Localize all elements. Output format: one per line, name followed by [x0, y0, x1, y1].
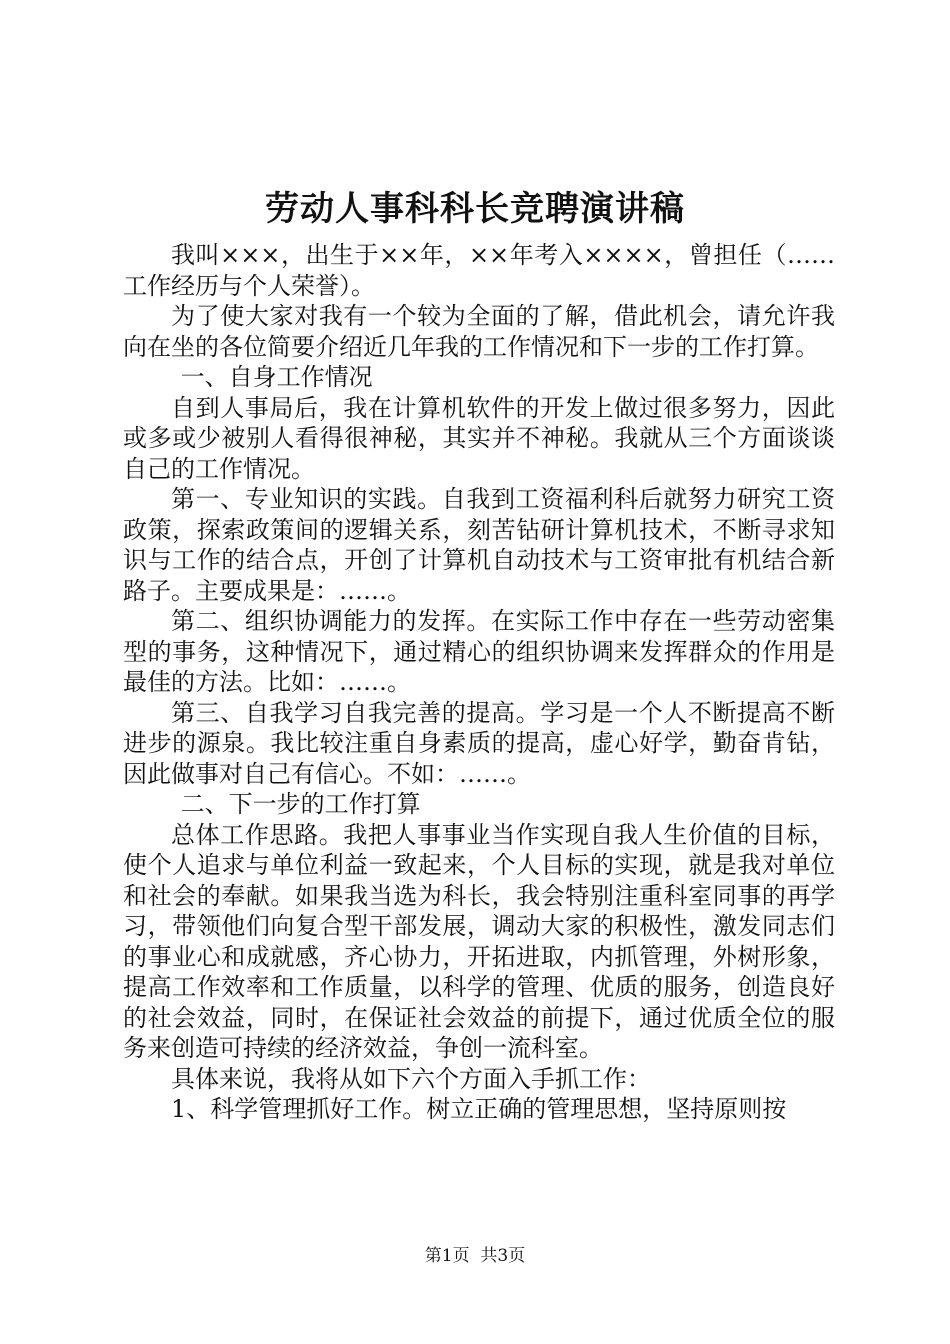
paragraph-point-three: 第三、自我学习自我完善的提高。学习是一个人不断提高不断进步的源泉。我比较注重自身素质的提高，虚心好学，勤奋肯钻，因此做事对自己有信心。不如：……。 [123, 698, 835, 788]
paragraph-item-one: 1、科学管理抓好工作。树立正确的管理思想，坚持原则按 [171, 1095, 787, 1123]
page-number-label: 第1页 共3页 [424, 1246, 526, 1266]
paragraph-specifics: 具体来说，我将从如下六个方面入手抓工作： [171, 1064, 651, 1093]
paragraph-purpose: 为了使大家对我有一个较为全面的了解，借此机会，请允许我向在坐的各位简要介绍近几年我的工作情况和下一步的工作打算。 [123, 302, 835, 361]
section-heading-next-plan: 二、下一步的工作打算 [180, 790, 421, 818]
paragraph-point-one: 第一、专业知识的实践。自我到工资福利科后就努力研究工资政策，探索政策间的逻辑关系，刻苦钻研计算机技术，不断寻求知识与工作的结合点，开创了计算机自动技术与工资审批有机结合新路子。主要成果是：……。 [123, 485, 835, 605]
document-body [123, 240, 835, 1125]
paragraph-overall-thinking: 总体工作思路。我把人事事业当作实现自我人生价值的目标，使个人追求与单位利益一致起来，个人目标的实现，就是我对单位和社会的奉献。如果我当选为科长，我会特别注重科室同事的再学习，带领他们向复合型干部发展，调动大家的积极性，激发同志们的事业心和成就感，齐心协力，开拓进取，内抓管理，外树形象，提高工作效率和工作质量，以科学的管理、优质的服务，创造良好的社会效益，同时，在保证社会效益的前提下，通过优质全位的服务来创造可持续的经济效益，争创一流科室。 [123, 820, 835, 1062]
paragraph-point-two: 第二、组织协调能力的发挥。在实际工作中存在一些劳动密集型的事务，这种情况下，通过精心的组织协调来发挥群众的作用是最佳的方法。比如：……。 [123, 607, 835, 696]
paragraph-software: 自到人事局后，我在计算机软件的开发上做过很多努力，因此或多或少被别人看得很神秘，其实并不神秘。我就从三个方面谈谈自己的工作情况。 [123, 393, 835, 483]
section-heading-self-work: 一、自身工作情况 [180, 363, 373, 391]
paragraph-intro: 我叫×××，出生于××年，××年考入××××，曾担任（……工作经历与个人荣誉）。 [123, 241, 835, 300]
document-title: 劳动人事科科长竞聘演讲稿 [265, 189, 685, 229]
page-footer [0, 1246, 950, 1266]
